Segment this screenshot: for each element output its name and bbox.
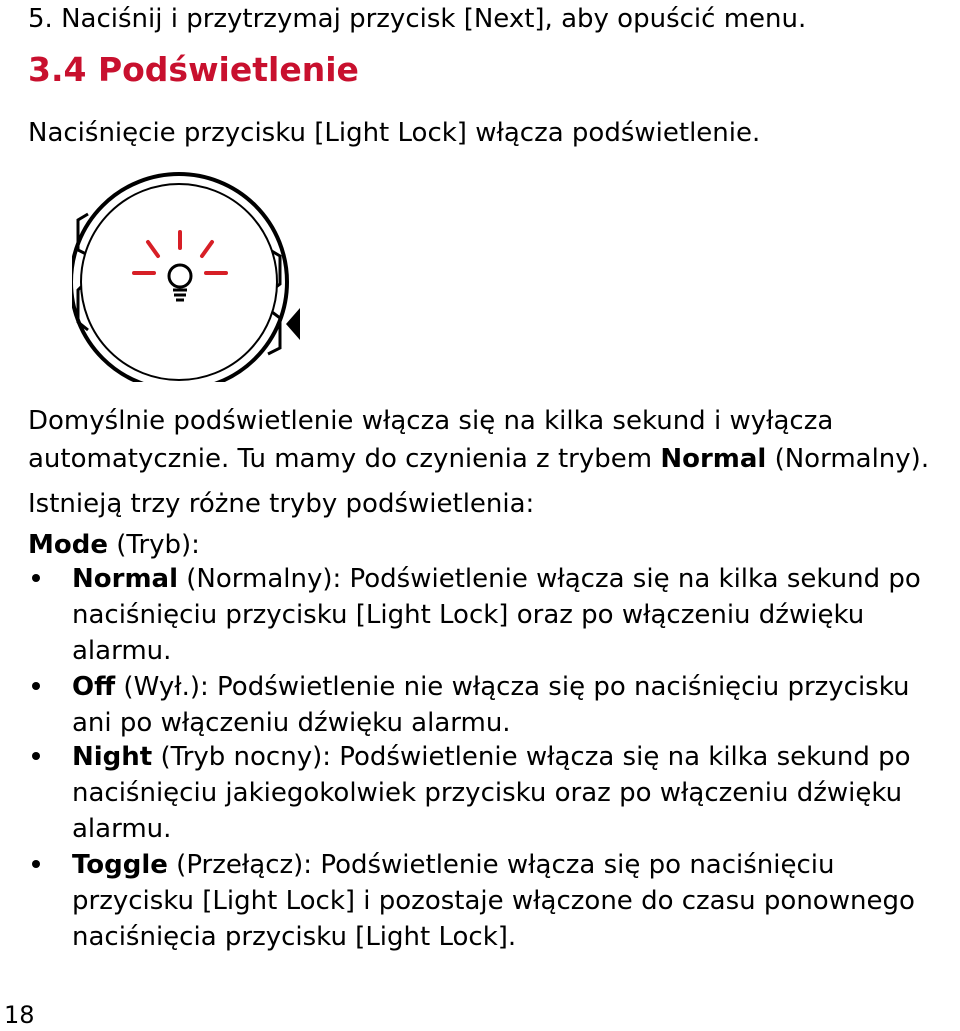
intro-text: Naciśnięcie przycisku [Light Lock] włącza podświetlenie. [28, 118, 761, 148]
bullet-night-term: Night [72, 742, 153, 772]
button-arrow-icon [286, 308, 300, 340]
step-5-text: 5. Naciśnij i przytrzymaj przycisk [Next], aby opuścić menu. [28, 4, 807, 34]
mode-label [28, 528, 200, 562]
bullet-normal-line-3: alarmu. [72, 636, 172, 666]
bullet-toggle-line-3: naciśnięcia przycisku [Light Lock]. [72, 922, 517, 952]
bullet-dot [32, 682, 40, 690]
bullet-night-line-3: alarmu. [72, 814, 172, 844]
watch-illustration [72, 172, 312, 382]
bullet-off-line-2: ani po włączeniu dźwięku alarmu. [72, 708, 511, 738]
section-heading: 3.4 Podświetlenie [28, 50, 359, 89]
bullet-toggle-text: (Przełącz): Podświetlenie włącza się po naciśnięciu [167, 850, 835, 880]
paragraph-1-suffix: (Normalny). [766, 444, 930, 474]
bullet-normal-term: Normal [72, 564, 178, 594]
bullet-toggle-line-1 [72, 848, 835, 882]
bullet-off-term: Off [72, 672, 116, 702]
bullet-off-text: (Wył.): Podświetlenie nie włącza się po naciśnięciu przycisku [115, 672, 910, 702]
bullet-off-line-1 [72, 670, 909, 704]
bullet-dot [32, 574, 40, 582]
page-number: 18 [4, 1001, 35, 1029]
mode-suffix: (Tryb): [107, 530, 200, 560]
paragraph-1-text: automatycznie. Tu mamy do czynienia z trybem [28, 444, 661, 474]
bullet-night-text: (Tryb nocny): Podświetlenie włącza się na kilka sekund po [152, 742, 911, 772]
bullet-dot [32, 860, 40, 868]
bullet-night-line-2: naciśnięciu jakiegokolwiek przycisku oraz po włączeniu dźwięku [72, 778, 903, 808]
normal-mode-term: Normal [660, 444, 767, 474]
bullet-toggle-term: Toggle [72, 850, 168, 880]
bullet-normal-line-2: naciśnięciu przycisku [Light Lock] oraz po włączeniu dźwięku [72, 600, 865, 630]
bullet-night-line-1 [72, 740, 911, 774]
bullet-toggle-line-2: przycisku [Light Lock] i pozostaje włączone do czasu ponownego [72, 886, 915, 916]
bullet-normal-line-1 [72, 562, 921, 596]
paragraph-1-line-1: Domyślnie podświetlenie włącza się na kilka sekund i wyłącza [28, 406, 834, 436]
paragraph-2: Istnieją trzy różne tryby podświetlenia: [28, 489, 535, 519]
bullet-dot [32, 752, 40, 760]
bullet-normal-text: (Normalny): Podświetlenie włącza się na kilka sekund po [178, 564, 921, 594]
paragraph-1-line-2 [28, 442, 929, 476]
mode-term: Mode [28, 530, 108, 560]
